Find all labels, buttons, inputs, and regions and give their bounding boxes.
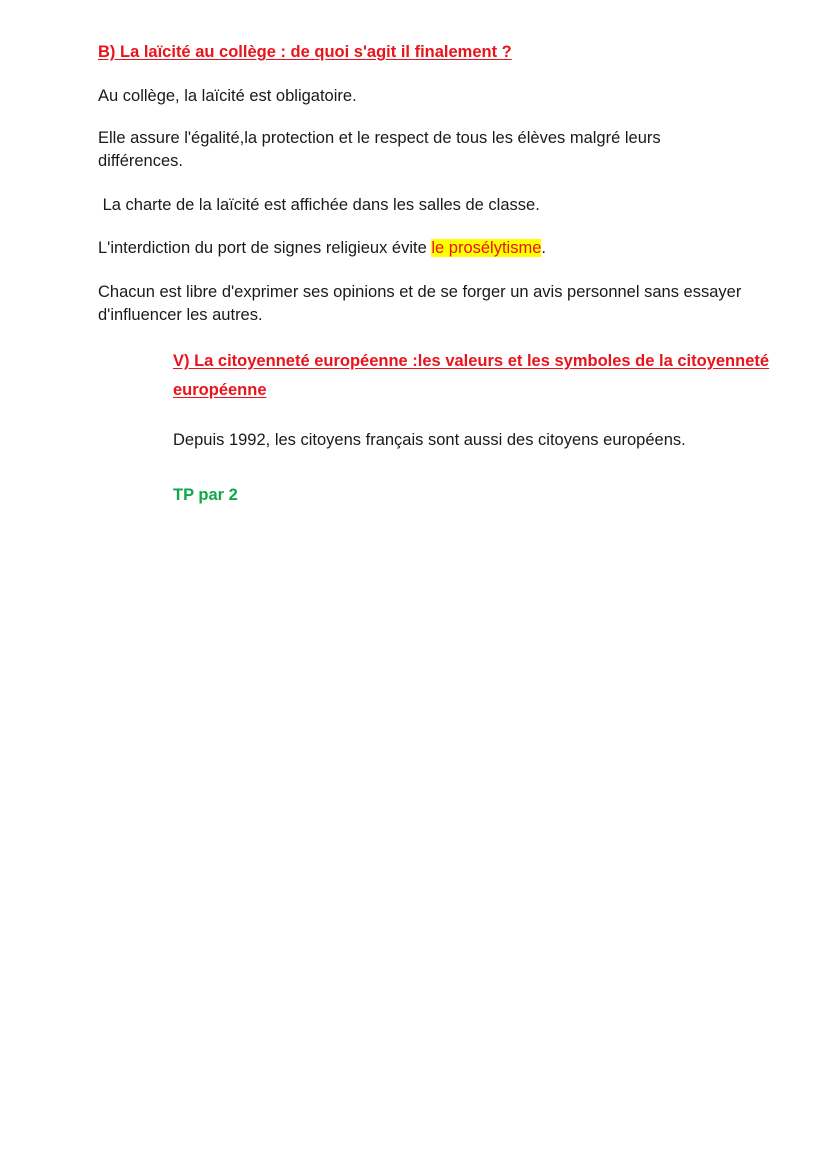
paragraph-4-end: .: [541, 239, 546, 257]
paragraph-4-text: L'interdiction du port de signes religieux évite: [98, 239, 432, 257]
paragraph-5: Chacun est libre d'exprimer ses opinions et de se forger un avis personnel sans essayer d'influencer les autres.: [98, 283, 742, 324]
section-v-paragraph: Depuis 1992, les citoyens français sont aussi des citoyens européens.: [173, 431, 686, 449]
activity-label: TP par 2: [173, 486, 238, 504]
section-b-heading: B) La laïcité au collège : de quoi s'agit il finalement ?: [98, 43, 512, 61]
paragraph-2: Elle assure l'égalité,la protection et le respect de tous les élèves malgré leurs différences.: [98, 129, 661, 170]
paragraph-1: Au collège, la laïcité est obligatoire.: [98, 87, 357, 105]
paragraph-3: La charte de la laïcité est affichée dans les salles de classe.: [98, 196, 540, 214]
highlighted-term: le prosélytisme: [431, 239, 542, 257]
paragraph-4: [98, 237, 798, 260]
section-v-heading: V) La citoyenneté européenne :les valeurs et les symboles de la citoyenneté européenne: [173, 352, 770, 399]
